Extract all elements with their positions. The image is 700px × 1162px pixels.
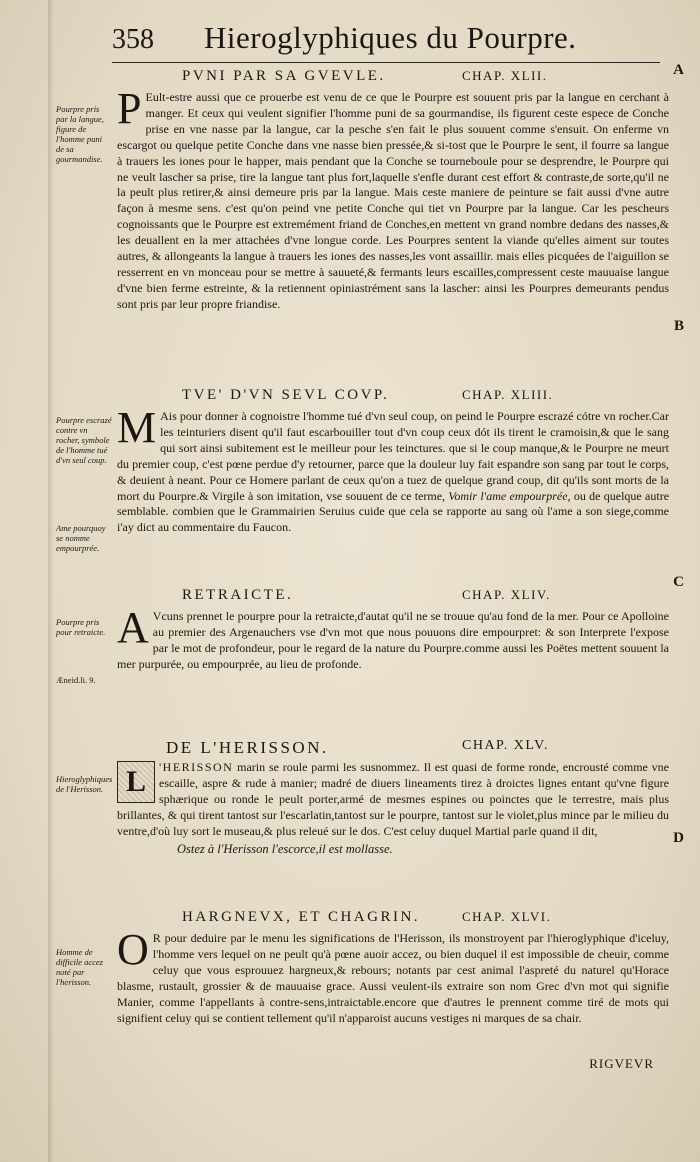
drop-cap: O xyxy=(117,925,149,974)
chapter-45 xyxy=(0,736,700,857)
quoted-phrase: Vomir l'ame empourprée xyxy=(448,488,568,503)
margin-note: Homme de difficile accez noté par l'herisson. xyxy=(56,947,103,987)
chapter-title: DE L'HERISSON. xyxy=(166,738,329,757)
chapter-heading xyxy=(112,736,652,760)
chapter-title: PVNI PAR SA GVEVLE. xyxy=(182,68,386,84)
chapter-title: RETRAICTE. xyxy=(182,587,294,603)
paragraph: marin se roule parmi les susnommez. Il est quasi de forme ronde, encrousté comme vne escaille, aspre & rude à manier; madré de diuers lineaments tirez à droictes lignes entant qu'vne figure sphærique ou ronde le peult porter,armé de mesmes espines ou poinctes que le terrestre, mais plus brillantes, & qui tirent tantost sur l'escarlatin,tantost sur le pourpre, tantost sur le violet,plus mince par le milieu du ventre,d'où luy sort le museau,& plus releué sur le dos. C'est celuy duquel Martial parle quand il dit, xyxy=(117,760,669,838)
chapter-number: CHAP. XLIV. xyxy=(462,587,551,602)
chapter-44 xyxy=(0,585,700,685)
chapter-number: CHAP. XLVI. xyxy=(462,909,552,924)
catchword: RIGVEVR xyxy=(589,1056,654,1071)
page-number: 358 xyxy=(112,24,154,55)
drop-cap: M xyxy=(117,403,157,452)
chapter-42 xyxy=(0,66,700,313)
chapter-text xyxy=(117,760,669,857)
chapter-number: CHAP. XLII. xyxy=(462,68,548,83)
chapter-text xyxy=(117,603,669,673)
paragraph-continued: , ou de quelque autre semblable. combien que le Grammairien Seruius cuide que cela se rapporte au sang où l'ame a son siege,comme i'ay dict au commentaire du Faucon. xyxy=(117,488,670,535)
signature-mark-a: A xyxy=(673,62,684,78)
margin-note-2: Æneid.li. 9. xyxy=(56,675,96,685)
chapter-46 xyxy=(0,907,700,1026)
margin-note: Hieroglyphiques de l'Herisson. xyxy=(56,774,113,794)
signature-mark-b: B xyxy=(673,318,684,334)
chapter-number: CHAP. XLV. xyxy=(462,738,549,753)
margin-note: Pourpre escrazé contre vn rocher, symbole de l'homme tué d'vn seul coup. xyxy=(56,415,112,465)
chapter-heading xyxy=(112,385,652,409)
chapter-heading xyxy=(112,66,652,90)
header-rule xyxy=(112,62,660,63)
paragraph: Ais pour donner à cognoistre l'homme tué d'vn seul coup, on peind le Pourpre escrazé cótre vn rocher.Car les teinturiers disent qu'il faut escarbouiller tout d'vn coup ceux dót ils tirent le cramoisin,& que le sang qui sort ainsi subitement est le meilleur pour les teinctures. que si le coup manque,& le Pourpre ne meurt du premier coup, c'est pœne perdue d'y retourner, parce que la douleur luy fait espandre son sang par tout le corps, & deuient à neant. Pour ce Homere parlant de ceux qu'on a tuez de quelque grand coup, dit qu'ils sont morts de la mort du Pourpre.& Virgile à son imitation, vse souuent de ce terme, xyxy=(117,409,669,503)
margin-note-2: Ame pourquoy se nomme empourprée. xyxy=(56,523,106,553)
drop-cap: P xyxy=(117,84,142,133)
martial-epigram: Ostez à l'Herisson l'escorce,il est mollasse. xyxy=(177,841,393,856)
running-title: Hieroglyphiques du Pourpre. xyxy=(204,20,577,55)
lead-word: 'HERISSON xyxy=(159,760,234,774)
ornamented-drop-cap: L xyxy=(117,761,155,803)
paragraph: Vcuns prennet le pourpre pour la retraicte,d'autat qu'il ne se trouue qu'au fond de la mer. Pour ce Apolloine au premier des Argenauchers vse d'vn mot que nous pouuons dire empourpret: & son Interprete l'expose par le mot de profondeur, pour le regard de la nature du Pourpre.comme aussi les Poëtes mettent souuent la mer purpurée, ou empourprée, au lieu de profonde. xyxy=(117,609,669,671)
chapter-text xyxy=(117,925,669,1026)
margin-note: Pourpre pris pour retraicte. xyxy=(56,617,106,637)
signature-mark-d: D xyxy=(673,830,684,846)
margin-note: Pourpre pris par la langue, figure de l'homme puni de sa gourmandise. xyxy=(56,104,104,164)
paragraph: Eult-estre aussi que ce prouerbe est venu de ce que le Pourpre est souuent pris par la langue en cerchant à manger. Et ceux qui veulent signifier l'homme puni de sa gourmandise, ils figurent ceste espece de Conche prise en vne nasse par la langue, car la pesche s'en fait le plus souuent comme s'ensuit. On enferme vn escargot ou quelque petite Conche dans vne nasse bien pressée,& si-tost que le Pourpre le sent, il fourre sa langue à trauers les iones pour le happer, mais pendant que la Conche se tourneboule pour se desprendre, le Pourpre qui ne veult lascher sa prise, tire la langue tant plus fort,laquelle s'enfle durant cest effort & contraste,de sorte,qu'il ne la peult plus retirer,& ainsi demeure pris par la langue. Mais ceste maniere de peinture se fait aussi d'vne autre façon à mesme sens. c'est qu'on peind vne petite Conche qui tiet vn Pourpre par la langue. Car les pescheurs cognoissants que le Pourpre est extremément friand de Conches,en mettent vn grand nombre dedans des nasses,& les deuallent en la mer attachées d'vne longue corde. Les Pourpres sentent la viande qu'elles aiment sur toutes autres, & allongeants la langue à trauers les iones des nasses,les vont assaillir. mais elles picquées de l'aiguillon se resserrent en vn monceau pour se mettre à sauueté,& fermants leurs escailles,compressent ceste mauuaise langue d'vne bien ferme estreinte, & la retiennent opiniastrément sans la lascher: ainsi les Pourpres demeurants pendus sont pris par leur propre friandise. xyxy=(117,90,669,311)
chapter-title: HARGNEVX, ET CHAGRIN. xyxy=(182,909,421,925)
page-header xyxy=(112,20,640,60)
chapter-43 xyxy=(0,385,700,553)
drop-cap: A xyxy=(117,603,149,652)
chapter-heading xyxy=(112,907,652,931)
chapter-heading xyxy=(112,585,652,609)
chapter-title: TVE' D'VN SEVL COVP. xyxy=(182,387,390,403)
chapter-text xyxy=(117,84,669,313)
chapter-number: CHAP. XLIII. xyxy=(462,387,554,402)
paragraph: R pour deduire par le menu les significations de l'Herisson, ils monstroyent par l'hieroglyphique d'iceluy, l'homme vers lequel on ne peult qu'à pœne auoir accez, ou bien duquel il est impossible de cheuir, comme celuy que vous esprouuez hargneux,& rebours; notants par cest animal l'aspreté du naturel qu'Horace blasme, rustault, grossier & de mauuaise grace. Aussi veulent-ils extraire son nom Grec d'vn mot qui signifie Manier, comme l'appellants à contre-sens,intraictable.encore que d'autres le prennent comme tiré de mots qui signifient celuy qui se contient tellement qu'il n'apparoist aucuns vestiges ni marques de sa chair. xyxy=(117,931,669,1025)
chapter-text xyxy=(117,403,670,536)
signature-mark-c: C xyxy=(673,574,684,590)
